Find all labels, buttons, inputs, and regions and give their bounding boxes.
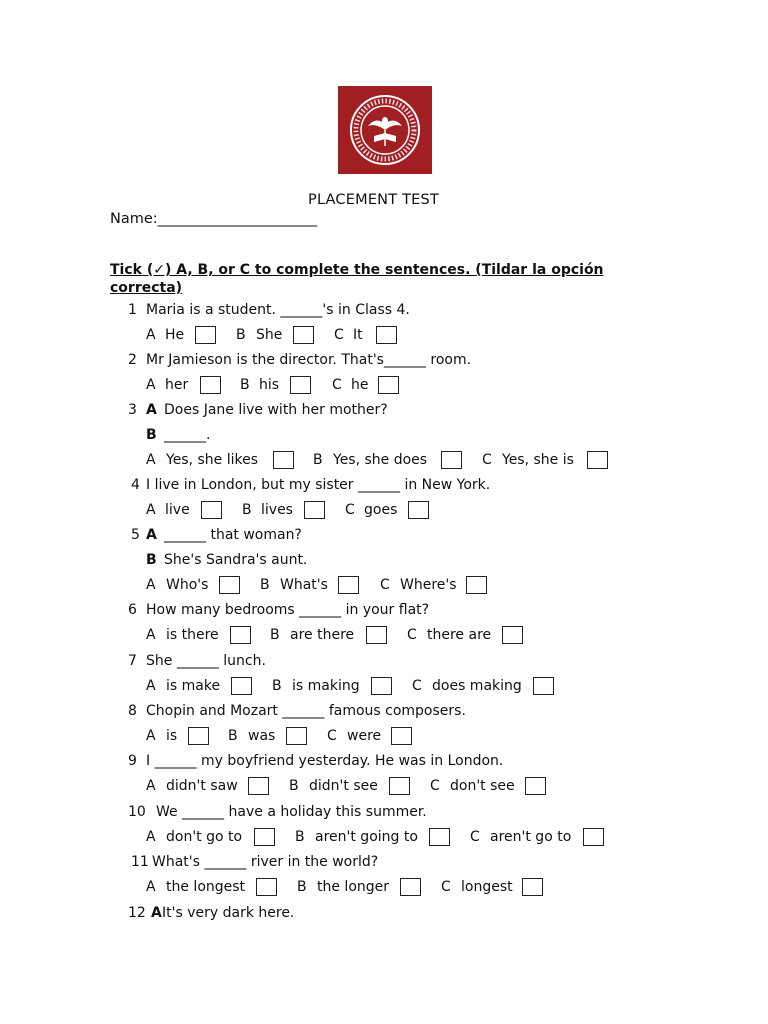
answer-checkbox-c[interactable] bbox=[522, 878, 543, 896]
option-letter: A bbox=[146, 728, 156, 744]
answer-checkbox-a[interactable] bbox=[256, 878, 277, 896]
question-number: 10 bbox=[128, 804, 146, 820]
option-label: didn't saw bbox=[166, 778, 238, 794]
question-text: Maria is a student. ______'s in Class 4. bbox=[146, 302, 410, 318]
question-3-options bbox=[0, 450, 768, 470]
option-label: is make bbox=[166, 678, 221, 694]
answer-checkbox-a[interactable] bbox=[231, 677, 252, 695]
option-label: Yes, she does bbox=[333, 452, 428, 468]
option-label: Yes, she likes bbox=[166, 452, 259, 468]
option-letter: C bbox=[441, 879, 451, 895]
option-letter: A bbox=[146, 452, 156, 468]
option-label: is there bbox=[166, 627, 219, 643]
question-number: 4 bbox=[131, 477, 140, 493]
option-label: his bbox=[259, 377, 280, 393]
answer-checkbox-a[interactable] bbox=[201, 501, 222, 519]
question-number: 5 bbox=[131, 527, 140, 543]
question-text: I ______ my boyfriend yesterday. He was in London. bbox=[146, 753, 504, 769]
option-label: aren't go to bbox=[490, 829, 572, 845]
answer-checkbox-b[interactable] bbox=[389, 777, 410, 795]
option-letter: B bbox=[270, 627, 280, 643]
question-9 bbox=[0, 751, 768, 771]
answer-checkbox-b[interactable] bbox=[304, 501, 325, 519]
option-letter: A bbox=[146, 377, 156, 393]
answer-checkbox-c[interactable] bbox=[587, 451, 608, 469]
option-label: longest bbox=[461, 879, 513, 895]
option-letter: A bbox=[146, 879, 156, 895]
answer-checkbox-a[interactable] bbox=[195, 326, 216, 344]
question-text: It's very dark here. bbox=[162, 905, 295, 921]
option-letter: B bbox=[236, 327, 246, 343]
option-letter: A bbox=[146, 778, 156, 794]
answer-checkbox-a[interactable] bbox=[200, 376, 221, 394]
option-letter: B bbox=[242, 502, 252, 518]
option-label: are there bbox=[290, 627, 355, 643]
question-text: Chopin and Mozart ______ famous composers. bbox=[146, 703, 466, 719]
option-letter: B bbox=[260, 577, 270, 593]
answer-checkbox-b[interactable] bbox=[429, 828, 450, 846]
question-6 bbox=[0, 600, 768, 620]
question-4-options bbox=[0, 500, 768, 520]
question-number: 11 bbox=[131, 854, 149, 870]
answer-checkbox-a[interactable] bbox=[248, 777, 269, 795]
option-letter: C bbox=[332, 377, 342, 393]
option-label: there are bbox=[427, 627, 492, 643]
page-title: PLACEMENT TEST bbox=[308, 192, 439, 208]
option-letter: C bbox=[412, 678, 422, 694]
answer-checkbox-a[interactable] bbox=[219, 576, 240, 594]
option-letter: A bbox=[146, 327, 156, 343]
option-letter: B bbox=[297, 879, 307, 895]
option-letter: B bbox=[272, 678, 282, 694]
speaker-b-label: B bbox=[146, 427, 157, 443]
option-letter: C bbox=[430, 778, 440, 794]
response-text: She's Sandra's aunt. bbox=[164, 552, 308, 568]
question-8 bbox=[0, 701, 768, 721]
speaker-a-label: A bbox=[151, 905, 162, 921]
question-text: We ______ have a holiday this summer. bbox=[156, 804, 427, 820]
question-10 bbox=[0, 802, 768, 822]
answer-checkbox-c[interactable] bbox=[583, 828, 604, 846]
option-label: She bbox=[256, 327, 283, 343]
option-label: don't go to bbox=[166, 829, 243, 845]
answer-checkbox-b[interactable] bbox=[286, 727, 307, 745]
question-4 bbox=[0, 475, 768, 495]
question-12 bbox=[0, 903, 768, 923]
answer-checkbox-b[interactable] bbox=[290, 376, 311, 394]
question-10-options bbox=[0, 827, 768, 847]
answer-checkbox-c[interactable] bbox=[391, 727, 412, 745]
option-letter: C bbox=[407, 627, 417, 643]
option-letter: A bbox=[146, 627, 156, 643]
name-field[interactable]: Name:______________________ bbox=[110, 211, 318, 227]
option-label: goes bbox=[364, 502, 398, 518]
question-1-options bbox=[0, 325, 768, 345]
option-label: aren't going to bbox=[315, 829, 418, 845]
question-8-options bbox=[0, 726, 768, 746]
answer-checkbox-a[interactable] bbox=[273, 451, 294, 469]
question-number: 7 bbox=[128, 653, 137, 669]
option-label: Where's bbox=[400, 577, 457, 593]
option-label: don't see bbox=[450, 778, 515, 794]
question-number: 1 bbox=[128, 302, 137, 318]
option-label: What's bbox=[280, 577, 328, 593]
instructions-line-1: Tick (✓) A, B, or C to complete the sentences. (Tildar la opción bbox=[110, 262, 604, 278]
logo-seal bbox=[338, 86, 432, 174]
option-letter: C bbox=[345, 502, 355, 518]
response-text: ______. bbox=[164, 427, 211, 443]
question-5 bbox=[0, 525, 768, 545]
answer-checkbox-a[interactable] bbox=[188, 727, 209, 745]
option-letter: A bbox=[146, 829, 156, 845]
option-letter: B bbox=[228, 728, 238, 744]
option-letter: C bbox=[327, 728, 337, 744]
answer-checkbox-b[interactable] bbox=[371, 677, 392, 695]
option-label: is making bbox=[292, 678, 360, 694]
option-label: her bbox=[165, 377, 189, 393]
seal-emblem-icon bbox=[338, 86, 432, 174]
answer-checkbox-c[interactable] bbox=[378, 376, 399, 394]
option-label: is bbox=[166, 728, 178, 744]
option-letter: A bbox=[146, 502, 156, 518]
option-letter: A bbox=[146, 678, 156, 694]
answer-checkbox-a[interactable] bbox=[230, 626, 251, 644]
answer-checkbox-c[interactable] bbox=[376, 326, 397, 344]
option-label: live bbox=[165, 502, 190, 518]
option-label: Yes, she is bbox=[502, 452, 574, 468]
answer-checkbox-c[interactable] bbox=[525, 777, 546, 795]
question-number: 2 bbox=[128, 352, 137, 368]
option-label: didn't see bbox=[309, 778, 378, 794]
question-11 bbox=[0, 852, 768, 872]
option-letter: A bbox=[146, 577, 156, 593]
option-letter: C bbox=[380, 577, 390, 593]
speaker-a-label: A bbox=[146, 527, 157, 543]
question-text: Does Jane live with her mother? bbox=[164, 402, 388, 418]
option-label: It bbox=[353, 327, 363, 343]
option-label: does making bbox=[432, 678, 522, 694]
question-text: She ______ lunch. bbox=[146, 653, 266, 669]
answer-checkbox-c[interactable] bbox=[533, 677, 554, 695]
answer-checkbox-c[interactable] bbox=[502, 626, 523, 644]
question-3 bbox=[0, 400, 768, 420]
option-label: were bbox=[347, 728, 382, 744]
question-text: Mr Jamieson is the director. That's______ room. bbox=[146, 352, 472, 368]
question-3-response bbox=[0, 425, 768, 445]
option-label: the longer bbox=[317, 879, 390, 895]
question-9-options bbox=[0, 776, 768, 796]
question-7-options bbox=[0, 676, 768, 696]
speaker-b-label: B bbox=[146, 552, 157, 568]
question-number: 6 bbox=[128, 602, 137, 618]
question-6-options bbox=[0, 625, 768, 645]
option-letter: B bbox=[295, 829, 305, 845]
question-11-options bbox=[0, 877, 768, 897]
answer-checkbox-a[interactable] bbox=[254, 828, 275, 846]
option-label: the longest bbox=[166, 879, 246, 895]
answer-checkbox-b[interactable] bbox=[338, 576, 359, 594]
option-letter: C bbox=[334, 327, 344, 343]
question-2-options bbox=[0, 375, 768, 395]
answer-checkbox-c[interactable] bbox=[408, 501, 429, 519]
question-text: ______ that woman? bbox=[164, 527, 302, 543]
speaker-a-label: A bbox=[146, 402, 157, 418]
answer-checkbox-c[interactable] bbox=[466, 576, 487, 594]
question-number: 9 bbox=[128, 753, 137, 769]
option-label: was bbox=[248, 728, 276, 744]
question-number: 8 bbox=[128, 703, 137, 719]
question-text: What's ______ river in the world? bbox=[152, 854, 379, 870]
question-text: I live in London, but my sister ______ in New York. bbox=[146, 477, 491, 493]
answer-checkbox-b[interactable] bbox=[293, 326, 314, 344]
question-1 bbox=[0, 300, 768, 320]
option-label: Who's bbox=[166, 577, 209, 593]
answer-checkbox-b[interactable] bbox=[441, 451, 462, 469]
option-letter: C bbox=[482, 452, 492, 468]
question-5-response bbox=[0, 550, 768, 570]
option-label: lives bbox=[261, 502, 293, 518]
option-letter: B bbox=[240, 377, 250, 393]
question-2 bbox=[0, 350, 768, 370]
option-label: He bbox=[165, 327, 185, 343]
question-5-options bbox=[0, 575, 768, 595]
option-letter: B bbox=[313, 452, 323, 468]
question-number: 12 bbox=[128, 905, 146, 921]
answer-checkbox-b[interactable] bbox=[400, 878, 421, 896]
question-text: How many bedrooms ______ in your flat? bbox=[146, 602, 430, 618]
option-letter: C bbox=[470, 829, 480, 845]
answer-checkbox-b[interactable] bbox=[366, 626, 387, 644]
option-letter: B bbox=[289, 778, 299, 794]
question-7 bbox=[0, 651, 768, 671]
question-number: 3 bbox=[128, 402, 137, 418]
option-label: he bbox=[351, 377, 369, 393]
instructions-line-2: correcta) bbox=[110, 280, 183, 296]
